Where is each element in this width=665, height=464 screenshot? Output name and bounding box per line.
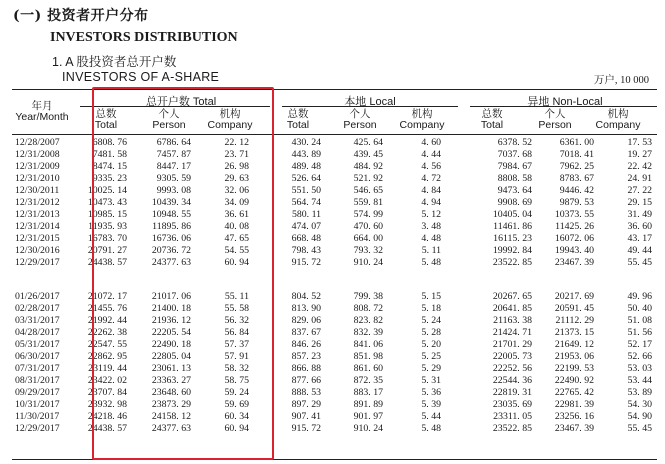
table-cell: 23119. 44 [88, 363, 127, 374]
table-cell: 6361. 00 [559, 137, 594, 148]
col-header-local-person: 个人 Person [343, 108, 377, 131]
table-cell: 808. 72 [353, 303, 383, 314]
table-cell: 8474. 15 [92, 161, 127, 172]
table-cell: 9335. 23 [92, 173, 127, 184]
table-cell: 16736. 06 [151, 233, 191, 244]
table-cell: 23932. 98 [87, 399, 127, 410]
table-cell: 53. 44 [627, 375, 652, 386]
table-cell: 32. 06 [224, 185, 249, 196]
table-cell: 22819. 31 [492, 387, 532, 398]
col-header-local-company: 机构 Company [399, 108, 445, 131]
table-cell: 55. 45 [627, 257, 652, 268]
table-cell: 813. 90 [291, 303, 321, 314]
table-cell: 8808. 58 [497, 173, 532, 184]
table-cell: 22490. 18 [151, 339, 191, 350]
row-date: 02/28/2017 [15, 303, 60, 314]
table-cell: 430. 24 [291, 137, 321, 148]
table-cell: 21936. 12 [151, 315, 191, 326]
table-cell: 10948. 55 [151, 209, 191, 220]
row-date: 08/31/2017 [15, 375, 60, 386]
table-cell: 22205. 54 [151, 327, 191, 338]
table-cell: 22981. 39 [554, 399, 594, 410]
table-cell: 22. 12 [224, 137, 249, 148]
table-cell: 4. 44 [421, 149, 441, 160]
table-cell: 11425. 26 [555, 221, 594, 232]
table-cell: 23061. 13 [151, 363, 191, 374]
row-date: 12/28/2007 [15, 137, 60, 148]
table-cell: 22862. 95 [87, 351, 127, 362]
table-cell: 60. 94 [224, 423, 249, 434]
row-date: 12/30/2011 [15, 185, 60, 196]
table-cell: 857. 23 [291, 351, 321, 362]
table-cell: 7984. 67 [497, 161, 532, 172]
table-cell: 888. 53 [291, 387, 321, 398]
row-date: 12/30/2016 [15, 245, 60, 256]
table-cell: 829. 06 [291, 315, 321, 326]
table-cell: 9305. 59 [156, 173, 191, 184]
table-cell: 36. 60 [627, 221, 652, 232]
table-cell: 21701. 29 [492, 339, 532, 350]
table-cell: 6378. 52 [497, 137, 532, 148]
table-cell: 9993. 08 [156, 185, 191, 196]
table-title: 1. A 股投资者总开户数 [52, 55, 177, 69]
table-cell: 915. 72 [291, 423, 321, 434]
table-cell: 24377. 63 [151, 423, 191, 434]
table-cell: 3. 48 [421, 221, 441, 232]
table-cell: 22490. 92 [554, 375, 594, 386]
table-cell: 21112. 29 [555, 315, 594, 326]
table-cell: 27. 22 [627, 185, 652, 196]
col-header-nonlocal-person: 个人 Person [538, 108, 572, 131]
group-header-local: 本地 Local [344, 96, 396, 108]
table-cell: 22005. 73 [492, 351, 532, 362]
table-cell: 837. 67 [291, 327, 321, 338]
table-cell: 901. 97 [353, 411, 383, 422]
table-cell: 6808. 76 [92, 137, 127, 148]
row-date: 12/29/2017 [15, 423, 60, 434]
table-cell: 34. 09 [224, 197, 249, 208]
group-rule-nonlocal [470, 106, 657, 107]
table-cell: 58. 75 [224, 375, 249, 386]
table-cell: 564. 74 [291, 197, 321, 208]
table-cell: 5. 44 [421, 411, 441, 422]
group-header-nonlocal: 异地 Non-Local [527, 96, 603, 108]
unit-label: 万户, 10 000 [593, 75, 649, 86]
table-cell: 23311. 05 [493, 411, 532, 422]
table-cell: 443. 89 [291, 149, 321, 160]
table-cell: 20736. 72 [151, 245, 191, 256]
table-cell: 22805. 04 [151, 351, 191, 362]
table-cell: 5. 11 [421, 245, 441, 256]
table-cell: 57. 37 [224, 339, 249, 350]
table-cell: 22252. 56 [492, 363, 532, 374]
table-cell: 26. 98 [224, 161, 249, 172]
table-cell: 60. 34 [224, 411, 249, 422]
table-cell: 5. 36 [421, 387, 441, 398]
table-cell: 19. 27 [627, 149, 652, 160]
table-cell: 59. 24 [224, 387, 249, 398]
table-cell: 31. 49 [627, 209, 652, 220]
table-cell: 11895. 86 [152, 221, 191, 232]
table-cell: 19992. 84 [492, 245, 532, 256]
table-cell: 7962. 25 [559, 161, 594, 172]
table-cell: 4. 84 [421, 185, 441, 196]
table-cell: 4. 72 [421, 173, 441, 184]
table-cell: 22765. 42 [554, 387, 594, 398]
row-date: 05/31/2017 [15, 339, 60, 350]
table-cell: 10025. 14 [87, 185, 127, 196]
table-cell: 51. 08 [627, 315, 652, 326]
table-cell: 799. 38 [353, 291, 383, 302]
table-cell: 49. 96 [627, 291, 652, 302]
table-cell: 19943. 40 [554, 245, 594, 256]
table-cell: 7037. 68 [497, 149, 532, 160]
col-header-total-total: 总数 Total [94, 108, 118, 131]
table-cell: 798. 43 [291, 245, 321, 256]
table-cell: 60. 94 [224, 257, 249, 268]
table-cell: 56. 32 [224, 315, 249, 326]
table-cell: 551. 50 [291, 185, 321, 196]
table-cell: 668. 48 [291, 233, 321, 244]
table-cell: 24438. 57 [87, 257, 127, 268]
table-cell: 16115. 23 [493, 233, 532, 244]
section-title-en: INVESTORS DISTRIBUTION [50, 30, 238, 45]
table-cell: 11461. 86 [493, 221, 532, 232]
table-cell: 474. 07 [291, 221, 321, 232]
table-cell: 5. 28 [421, 327, 441, 338]
table-cell: 53. 89 [627, 387, 652, 398]
table-cell: 22544. 36 [492, 375, 532, 386]
table-cell: 21400. 18 [151, 303, 191, 314]
group-rule-local [282, 106, 458, 107]
row-date: 12/31/2012 [15, 197, 60, 208]
table-cell: 439. 45 [353, 149, 383, 160]
table-cell: 823. 82 [353, 315, 383, 326]
table-cell: 4. 60 [421, 137, 441, 148]
table-cell: 10373. 55 [554, 209, 594, 220]
row-header-cn: 年月 [31, 100, 53, 112]
table-cell: 5. 29 [421, 363, 441, 374]
table-cell: 16783. 70 [87, 233, 127, 244]
table-cell: 664. 00 [353, 233, 383, 244]
table-cell: 22547. 55 [87, 339, 127, 350]
table-cell: 5. 12 [421, 209, 441, 220]
table-cell: 484. 92 [353, 161, 383, 172]
table-cell: 5. 18 [421, 303, 441, 314]
table-cell: 58. 32 [224, 363, 249, 374]
table-cell: 907. 41 [291, 411, 321, 422]
table-cell: 832. 39 [353, 327, 383, 338]
table-cell: 9879. 53 [559, 197, 594, 208]
col-header-total-company: 机构 Company [207, 108, 253, 131]
table-cell: 20591. 45 [554, 303, 594, 314]
table-cell: 5. 39 [421, 399, 441, 410]
table-cell: 470. 60 [353, 221, 383, 232]
table-cell: 4. 48 [421, 233, 441, 244]
table-cell: 7481. 58 [92, 149, 127, 160]
table-cell: 23707. 84 [87, 387, 127, 398]
table-cell: 24218. 46 [87, 411, 127, 422]
table-cell: 7018. 41 [559, 149, 594, 160]
table-cell: 877. 66 [291, 375, 321, 386]
table-cell: 23. 71 [224, 149, 249, 160]
table-cell: 580. 11 [291, 209, 321, 220]
col-header-nonlocal-company: 机构 Company [595, 108, 641, 131]
section-title: (一) 投资者开户分布 [13, 8, 149, 24]
table-cell: 526. 64 [291, 173, 321, 184]
table-title-en: INVESTORS OF A-SHARE [62, 70, 220, 84]
table-cell: 21992. 44 [87, 315, 127, 326]
table-cell: 23522. 85 [492, 423, 532, 434]
table-cell: 5. 48 [421, 423, 441, 434]
table-cell: 22262. 38 [87, 327, 127, 338]
table-cell: 10439. 34 [151, 197, 191, 208]
col-header-local-total: 总数 Total [286, 108, 310, 131]
highlight-box-total-columns [92, 87, 274, 460]
table-cell: 7457. 87 [156, 149, 191, 160]
table-cell: 546. 65 [353, 185, 383, 196]
col-header-total-person: 个人 Person [152, 108, 186, 131]
table-cell: 20267. 65 [492, 291, 532, 302]
table-cell: 55. 11 [224, 291, 249, 302]
table-cell: 804. 52 [291, 291, 321, 302]
table-cell: 24158. 12 [151, 411, 191, 422]
table-cell: 10405. 04 [492, 209, 532, 220]
table-cell: 23467. 39 [554, 257, 594, 268]
table-cell: 21455. 76 [87, 303, 127, 314]
row-header [12, 101, 72, 123]
table-cell: 23256. 16 [554, 411, 594, 422]
table-cell: 9446. 42 [559, 185, 594, 196]
row-date: 10/31/2017 [15, 399, 60, 410]
table-cell: 23522. 85 [492, 257, 532, 268]
row-date: 06/30/2017 [15, 351, 60, 362]
table-cell: 9473. 64 [497, 185, 532, 196]
table-cell: 915. 72 [291, 257, 321, 268]
table-cell: 22. 42 [627, 161, 652, 172]
table-cell: 11935. 93 [88, 221, 127, 232]
table-cell: 10473. 43 [87, 197, 127, 208]
table-cell: 20641. 85 [492, 303, 532, 314]
table-cell: 23467. 39 [554, 423, 594, 434]
table-cell: 43. 17 [627, 233, 652, 244]
table-cell: 8447. 17 [156, 161, 191, 172]
table-cell: 846. 26 [291, 339, 321, 350]
table-cell: 55. 45 [627, 423, 652, 434]
table-cell: 21649. 12 [554, 339, 594, 350]
table-cell: 56. 84 [224, 327, 249, 338]
table-cell: 5. 15 [421, 291, 441, 302]
table-cell: 521. 92 [353, 173, 383, 184]
table-cell: 51. 56 [627, 327, 652, 338]
table-cell: 866. 88 [291, 363, 321, 374]
row-date: 12/31/2014 [15, 221, 60, 232]
table-cell: 23873. 29 [151, 399, 191, 410]
table-cell: 17. 53 [627, 137, 652, 148]
table-cell: 54. 30 [627, 399, 652, 410]
table-cell: 20217. 69 [554, 291, 594, 302]
table-cell: 47. 65 [224, 233, 249, 244]
table-cell: 21072. 17 [87, 291, 127, 302]
table-cell: 425. 64 [353, 137, 383, 148]
table-cell: 5. 48 [421, 257, 441, 268]
table-cell: 24377. 63 [151, 257, 191, 268]
table-cell: 841. 06 [353, 339, 383, 350]
row-date: 01/26/2017 [15, 291, 60, 302]
row-date: 12/31/2015 [15, 233, 60, 244]
table-cell: 4. 94 [421, 197, 441, 208]
table-cell: 50. 40 [627, 303, 652, 314]
table-cell: 55. 58 [224, 303, 249, 314]
table-cell: 8783. 67 [559, 173, 594, 184]
row-date: 07/31/2017 [15, 363, 60, 374]
row-date: 12/31/2010 [15, 173, 60, 184]
table-cell: 52. 17 [627, 339, 652, 350]
table-cell: 883. 17 [353, 387, 383, 398]
table-cell: 16072. 06 [554, 233, 594, 244]
table-cell: 57. 91 [224, 351, 249, 362]
table-cell: 21017. 06 [151, 291, 191, 302]
table-cell: 59. 69 [224, 399, 249, 410]
table-cell: 851. 98 [353, 351, 383, 362]
table-cell: 29. 15 [627, 197, 652, 208]
table-cell: 23422. 02 [87, 375, 127, 386]
table-cell: 36. 61 [224, 209, 249, 220]
group-header-total: 总开户数 Total [145, 96, 217, 108]
table-cell: 40. 08 [224, 221, 249, 232]
row-date: 04/28/2017 [15, 327, 60, 338]
row-date: 12/29/2017 [15, 257, 60, 268]
row-date: 03/31/2017 [15, 315, 60, 326]
table-cell: 49. 44 [627, 245, 652, 256]
table-cell: 23648. 60 [151, 387, 191, 398]
table-cell: 53. 03 [627, 363, 652, 374]
table-cell: 5. 24 [421, 315, 441, 326]
table-cell: 559. 81 [353, 197, 383, 208]
table-cell: 21953. 06 [554, 351, 594, 362]
table-cell: 5. 31 [421, 375, 441, 386]
table-cell: 22199. 53 [554, 363, 594, 374]
table-cell: 21424. 71 [492, 327, 532, 338]
table-cell: 54. 90 [627, 411, 652, 422]
table-cell: 489. 48 [291, 161, 321, 172]
row-date: 12/31/2008 [15, 149, 60, 160]
table-cell: 21163. 38 [493, 315, 532, 326]
row-date: 12/31/2009 [15, 161, 60, 172]
table-cell: 24. 91 [627, 173, 652, 184]
row-date: 11/30/2017 [15, 411, 60, 422]
row-date: 09/29/2017 [15, 387, 60, 398]
table-cell: 29. 63 [224, 173, 249, 184]
table-cell: 793. 32 [353, 245, 383, 256]
table-cell: 23363. 27 [151, 375, 191, 386]
table-cell: 9908. 69 [497, 197, 532, 208]
table-cell: 897. 29 [291, 399, 321, 410]
table-cell: 54. 55 [224, 245, 249, 256]
table-cell: 4. 56 [421, 161, 441, 172]
table-cell: 910. 24 [353, 257, 383, 268]
row-date: 12/31/2013 [15, 209, 60, 220]
col-header-nonlocal-total: 总数 Total [480, 108, 504, 131]
table-cell: 24438. 57 [87, 423, 127, 434]
row-header-en: Year/Month [15, 111, 69, 123]
table-cell: 861. 60 [353, 363, 383, 374]
table-cell: 52. 66 [627, 351, 652, 362]
table-cell: 872. 35 [353, 375, 383, 386]
table-cell: 6786. 64 [156, 137, 191, 148]
table-cell: 5. 25 [421, 351, 441, 362]
table-cell: 10985. 15 [87, 209, 127, 220]
table-cell: 574. 99 [353, 209, 383, 220]
table-cell: 5. 20 [421, 339, 441, 350]
table-cell: 23035. 69 [492, 399, 532, 410]
table-cell: 20791. 27 [87, 245, 127, 256]
table-cell: 21373. 15 [554, 327, 594, 338]
table-cell: 891. 89 [353, 399, 383, 410]
table-cell: 910. 24 [353, 423, 383, 434]
